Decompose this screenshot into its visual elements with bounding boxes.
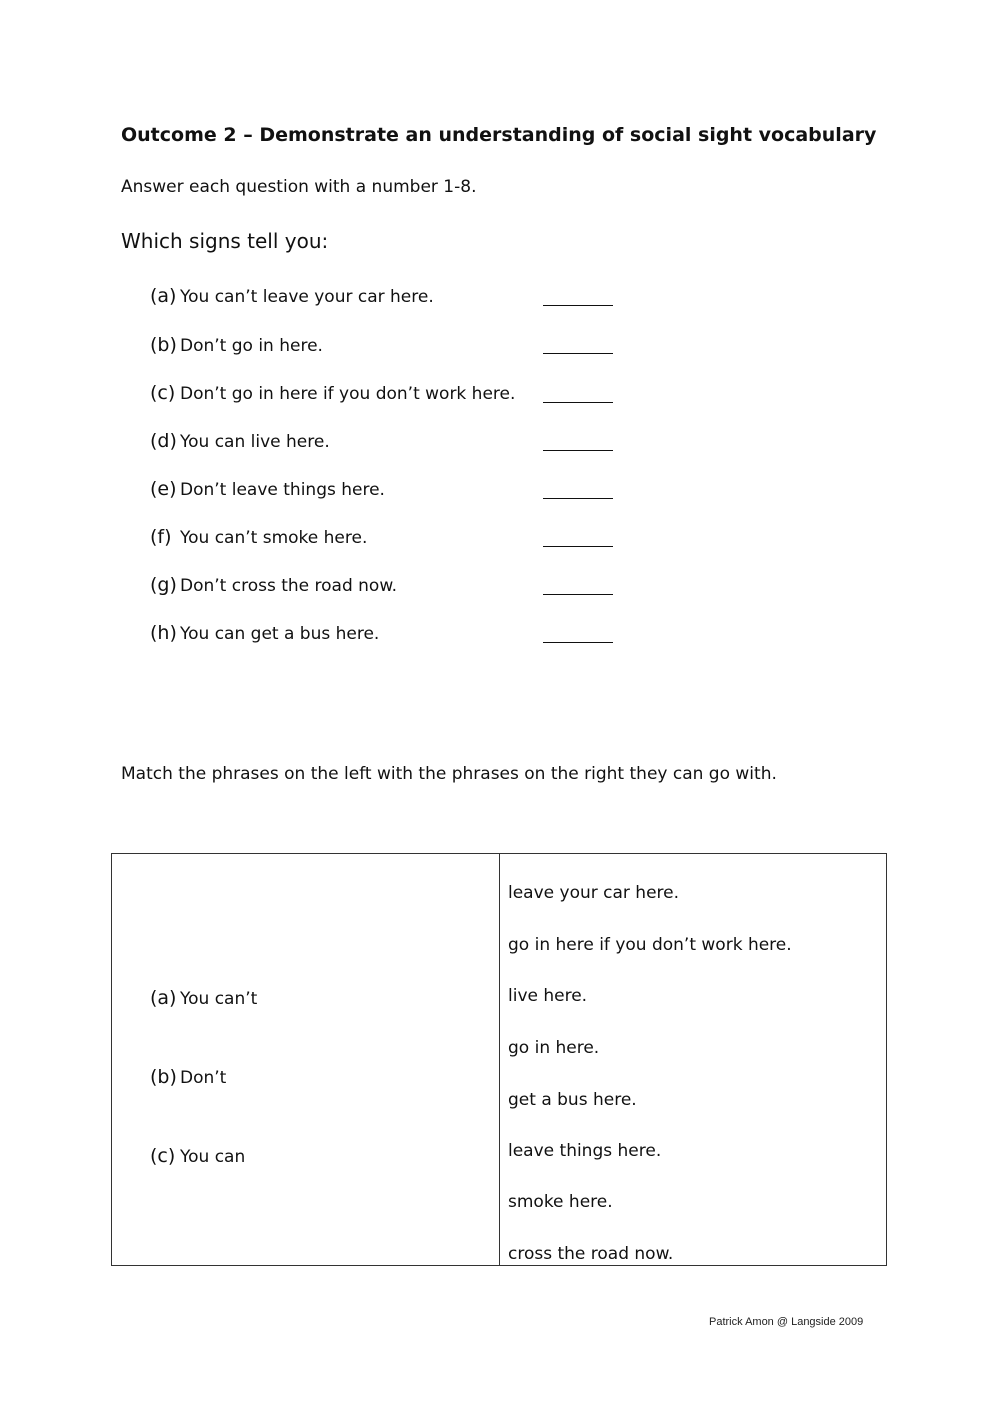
question-c — [150, 382, 515, 404]
question-letter: (a) — [150, 285, 177, 307]
answer-blank-g[interactable] — [543, 594, 613, 595]
question-e — [150, 478, 385, 500]
question-d — [150, 430, 330, 452]
answer-blank-d[interactable] — [543, 450, 613, 451]
left-phrase-c[interactable] — [150, 1145, 245, 1167]
right-phrase[interactable]: go in here if you don’t work here. — [508, 935, 792, 955]
left-phrase-letter: (b) — [150, 1066, 177, 1088]
right-phrase[interactable]: live here. — [508, 986, 588, 1006]
answer-blank-e[interactable] — [543, 498, 613, 499]
answer-blank-c[interactable] — [543, 402, 613, 403]
right-phrase[interactable]: go in here. — [508, 1038, 600, 1058]
instruction-match: Match the phrases on the left with the phrases on the right they can go with. — [121, 764, 777, 784]
right-phrase[interactable]: leave things here. — [508, 1141, 662, 1161]
question-text: You can get a bus here. — [180, 624, 380, 644]
footer-credit: Patrick Amon @ Langside 2009 — [709, 1316, 864, 1328]
question-letter: (f) — [150, 526, 172, 548]
question-text: You can live here. — [180, 432, 330, 452]
right-phrase[interactable]: cross the road now. — [508, 1244, 674, 1264]
which-signs-heading: Which signs tell you: — [121, 229, 329, 253]
answer-blank-a[interactable] — [543, 305, 613, 306]
question-text: You can’t smoke here. — [180, 528, 368, 548]
match-table — [111, 853, 887, 1266]
question-text: Don’t go in here if you don’t work here. — [180, 384, 516, 404]
right-phrase[interactable]: get a bus here. — [508, 1090, 637, 1110]
question-f — [150, 526, 367, 548]
question-letter: (e) — [150, 478, 177, 500]
left-phrase-letter: (a) — [150, 987, 177, 1009]
left-phrase-text: You can — [180, 1147, 246, 1167]
question-g — [150, 574, 397, 596]
question-letter: (g) — [150, 574, 177, 596]
question-text: You can’t leave your car here. — [180, 287, 434, 307]
left-phrase-letter: (c) — [150, 1145, 176, 1167]
right-phrase[interactable]: leave your car here. — [508, 883, 680, 903]
question-letter: (c) — [150, 382, 176, 404]
question-letter: (d) — [150, 430, 177, 452]
answer-blank-f[interactable] — [543, 546, 613, 547]
answer-blank-b[interactable] — [543, 353, 613, 354]
question-text: Don’t leave things here. — [180, 480, 385, 500]
answer-blank-h[interactable] — [543, 642, 613, 643]
left-phrase-text: Don’t — [180, 1068, 227, 1088]
right-phrase[interactable]: smoke here. — [508, 1192, 613, 1212]
left-phrase-text: You can’t — [180, 989, 258, 1009]
page-title: Outcome 2 – Demonstrate an understanding of social sight vocabulary — [121, 124, 877, 146]
left-phrase-a[interactable] — [150, 987, 257, 1009]
question-b — [150, 334, 323, 356]
question-a — [150, 285, 434, 307]
table-divider — [499, 854, 500, 1265]
question-letter: (b) — [150, 334, 177, 356]
question-text: Don’t cross the road now. — [180, 576, 398, 596]
instruction-numbers: Answer each question with a number 1-8. — [121, 177, 477, 197]
question-h — [150, 622, 379, 644]
left-phrase-b[interactable] — [150, 1066, 226, 1088]
question-letter: (h) — [150, 622, 177, 644]
question-text: Don’t go in here. — [180, 336, 323, 356]
